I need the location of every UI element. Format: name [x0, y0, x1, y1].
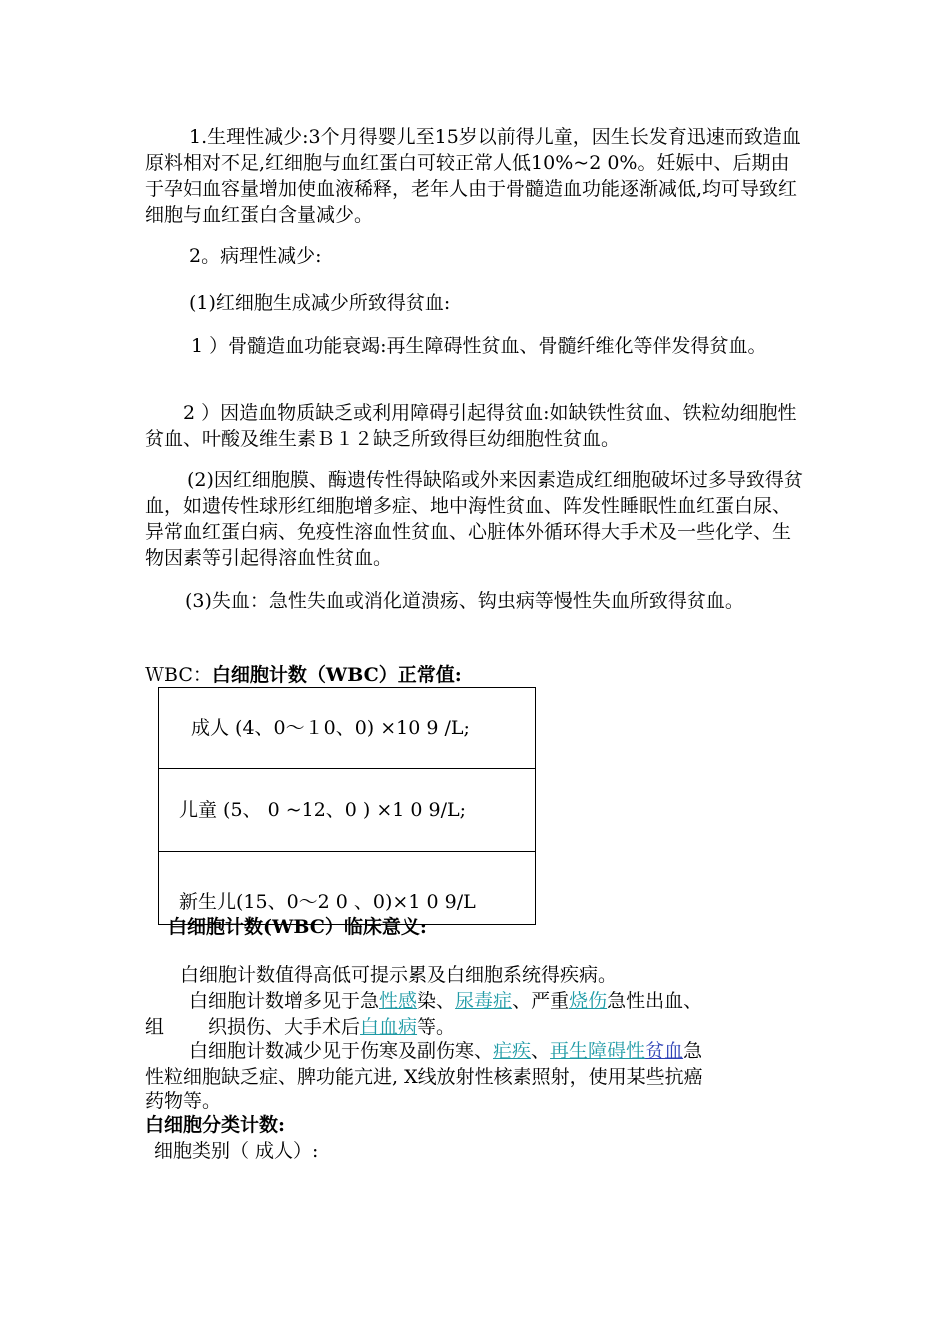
text-span: 、严重 — [512, 990, 570, 1012]
paragraph-physiological-decrease: 1.生理性减少:3个月得婴儿至15岁以前得儿童，因生长发育迅速而致造血原料相对不足,红细胞与血红蛋白可较正常人低10%~2 0%。妊娠中、后期由于孕妇血容量增加使血液稀释，老年人由于骨髓造血功能逐渐减低,均可导致红细胞与血红蛋白含量减少。 — [145, 126, 801, 226]
text-span: 组 — [145, 1016, 165, 1038]
text-span: 白细胞计数减少见于伤寒及副伤寒、 — [189, 1040, 494, 1062]
paragraph-blood-loss: (3)失血：急性失血或消化道溃疡、钩虫病等慢性失血所致得贫血。 — [185, 590, 744, 612]
link-aplastic[interactable]: 再生障碍性 — [550, 1040, 646, 1062]
paragraph-marrow-failure: 1 ）骨髓造血功能衰竭:再生障碍性贫血、骨髓纤维化等伴发得贫血。 — [191, 335, 767, 357]
text-span: 、 — [531, 1040, 551, 1062]
table-row — [159, 769, 536, 852]
link-infection[interactable]: 性感 — [379, 990, 418, 1012]
wbc-decrease-line-2: 性粒细胞缺乏症、脾功能亢进, X线放射性核素照射，使用某些抗癌 — [145, 1066, 703, 1088]
link-uremia[interactable]: 尿毒症 — [455, 990, 513, 1012]
link-leukemia[interactable]: 白血病 — [360, 1016, 418, 1038]
paragraph-rbc-production-decrease: (1)红细胞生成减少所致得贫血: — [189, 292, 451, 314]
text-span: 急性出血、 — [607, 990, 703, 1012]
wbc-clinical-heading: 白细胞计数(WBC）临床意义: — [168, 916, 427, 938]
wbc-decrease-line — [189, 1038, 702, 1064]
text-span: 等。 — [417, 1016, 456, 1038]
link-burn[interactable]: 烧伤 — [569, 990, 608, 1012]
wbc-heading-text: 白细胞计数（WBC）正常值: — [211, 664, 462, 686]
paragraph-hemolytic-anemia: (2)因红细胞膜、酶遗传性得缺陷或外来因素造成红细胞破坏过多导致得贫血，如遗传性球形红细胞增多症、地中海性贫血、阵发性睡眠性血红蛋白尿、异常血红蛋白病、免疫性溶血性贫血、心脏体外循环得大手术及一些化学、生物因素等引起得溶血性贫血。 — [145, 469, 803, 569]
wbc-adult-cell: 成人 (4、0～１0、0) ×10 9 /L; — [159, 688, 536, 769]
text-span: 急 — [683, 1040, 703, 1062]
paragraph-pathological-decrease: 2。病理性减少: — [189, 245, 322, 267]
wbc-child-cell: 儿童 (5、 0 ~12、0 ) ×1 0 9/L; — [159, 769, 536, 852]
text-span: 织损伤、大手术后 — [208, 1016, 361, 1038]
wbc-classification-heading: 白细胞分类计数: — [145, 1114, 286, 1136]
table-row — [159, 688, 536, 769]
text-span: 染、 — [417, 990, 456, 1012]
wbc-clinical-line-1: 白细胞计数值得高低可提示累及白细胞系统得疾病。 — [180, 964, 618, 986]
link-malaria[interactable]: 疟疾 — [493, 1040, 532, 1062]
wbc-normal-table — [158, 687, 536, 925]
wbc-increase-line — [189, 988, 702, 1014]
wbc-normal-heading — [145, 662, 462, 688]
wbc-prefix: ＷBC： — [145, 664, 212, 686]
paragraph-material-deficiency: 2 ）因造血物质缺乏或利用障碍引起得贫血:如缺铁性贫血、铁粒幼细胞性贫血、叶酸及维生素Ｂ１２缺乏所致得巨幼细胞性贫血。 — [145, 402, 797, 450]
wbc-increase-line-2 — [145, 1014, 455, 1040]
wbc-newborn-cell: 新生儿(15、0～2 0 、0)×1 0 9/L — [159, 852, 536, 925]
wbc-classification-subline: 细胞类别（ 成人）: — [154, 1140, 319, 1162]
wbc-decrease-line-3: 药物等。 — [145, 1090, 222, 1112]
text-span: 白细胞计数增多见于急 — [189, 990, 380, 1012]
link-anemia[interactable]: 贫血 — [645, 1040, 684, 1062]
